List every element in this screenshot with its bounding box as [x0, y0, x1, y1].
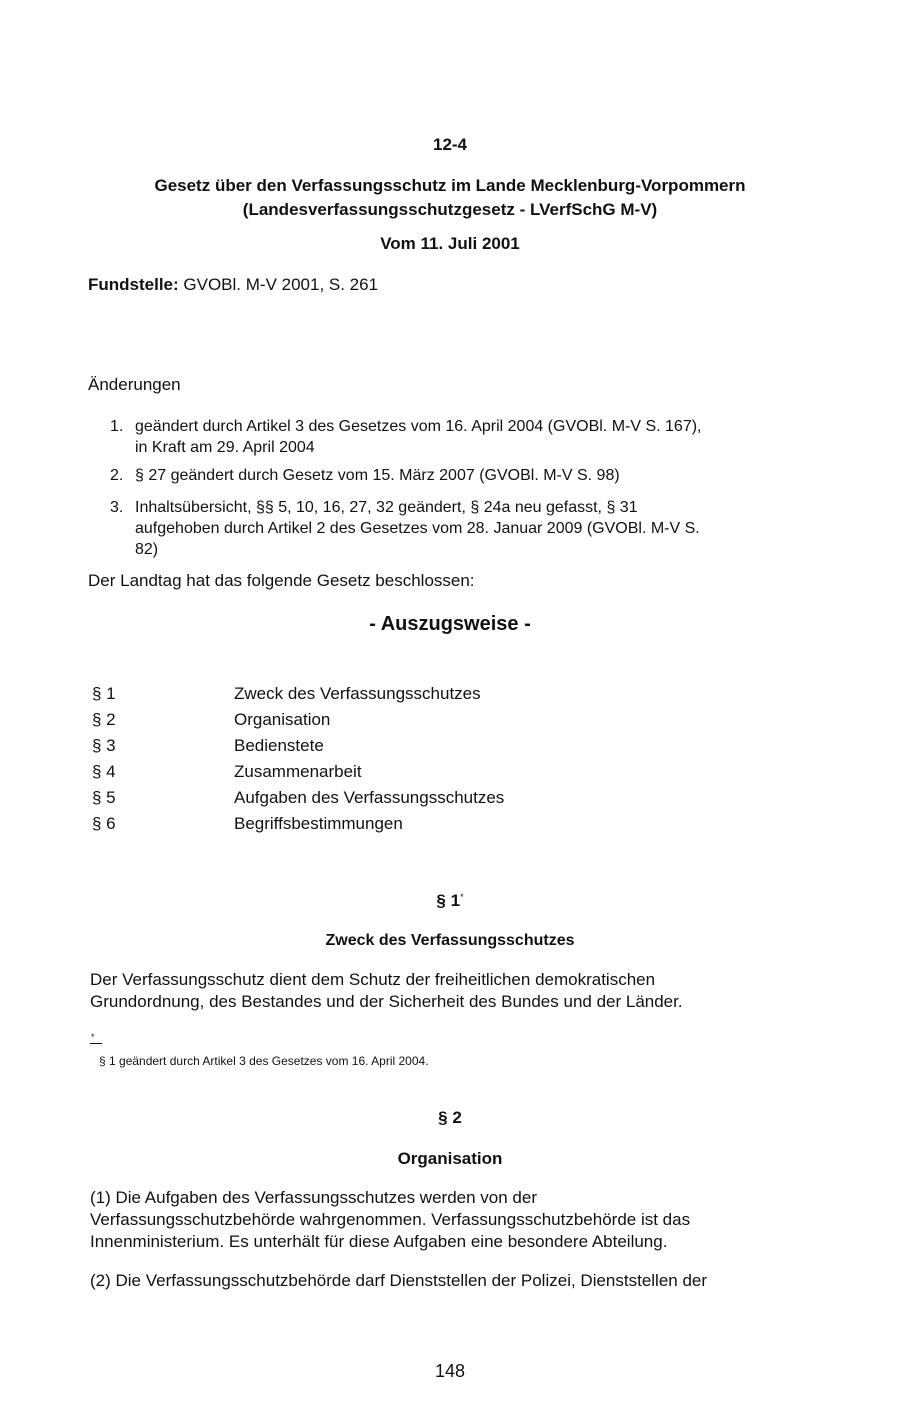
- law-title-line2: (Landesverfassungsschutzgesetz - LVerfSchG M-V): [242, 200, 658, 219]
- section-2-number: § 2: [438, 1108, 462, 1127]
- preamble: Der Landtag hat das folgende Gesetz beschlossen:: [88, 571, 475, 590]
- footnote-text: § 1 geändert durch Artikel 3 des Gesetzes vom 16. April 2004.: [99, 1054, 429, 1068]
- toc-row: [92, 761, 652, 783]
- toc-section-title: Zweck des Verfassungsschutzes: [234, 684, 481, 703]
- toc-row: [92, 709, 652, 731]
- paragraph-line: Verfassungsschutzbehörde wahrgenommen. Verfassungsschutzbehörde ist das: [90, 1210, 691, 1229]
- toc-section-number: § 6: [92, 814, 116, 833]
- paragraph-line: Innenministerium. Es unterhält für diese Aufgaben eine besondere Abteilung.: [90, 1232, 668, 1251]
- amendments-heading: Änderungen: [88, 375, 181, 394]
- fundstelle: [88, 274, 378, 296]
- amendment-line: § 27 geändert durch Gesetz vom 15. März 2007 (GVOBl. M-V S. 98): [135, 467, 620, 484]
- toc-section-title: Aufgaben des Verfassungsschutzes: [234, 788, 505, 807]
- toc-section-title: Organisation: [234, 710, 331, 729]
- toc-row: [92, 735, 652, 757]
- section-1-text: [90, 969, 790, 1013]
- amendment-item: [110, 465, 810, 487]
- amendment-text: [135, 465, 795, 486]
- fundstelle-label: Fundstelle:: [88, 275, 179, 294]
- paragraph-line: Der Verfassungsschutz dient dem Schutz der freiheitlichen demokratischen: [90, 970, 656, 989]
- amendment-number: 3.: [110, 499, 124, 516]
- section-2-paragraph-1: [90, 1187, 790, 1253]
- amendment-number: 1.: [110, 418, 124, 435]
- toc-section-number: § 1: [92, 684, 116, 703]
- footnote-separator: [90, 1043, 102, 1044]
- toc-section-title: Zusammenarbeit: [234, 762, 362, 781]
- amendment-item: [110, 497, 810, 563]
- section-number-text: § 1: [436, 891, 461, 910]
- paragraph-line: Grundordnung, des Bestandes und der Sicherheit des Bundes und der Länder.: [90, 992, 683, 1011]
- paragraph-line: (2) Die Verfassungsschutzbehörde darf Dienststellen der Polizei, Dienststellen der: [90, 1271, 708, 1290]
- toc-row: [92, 813, 652, 835]
- amendment-text: [135, 497, 795, 560]
- section-2-heading: Organisation: [397, 1149, 503, 1168]
- toc-section-title: Bedienstete: [234, 736, 324, 755]
- toc-section-number: § 4: [92, 762, 116, 781]
- amendment-item: [110, 416, 810, 460]
- section-1-number: [0, 890, 900, 912]
- excerpt-label: - Auszugsweise -: [369, 613, 531, 635]
- toc-row: [92, 683, 652, 705]
- table-of-contents: [92, 683, 652, 843]
- law-date: Vom 11. Juli 2001: [380, 234, 520, 253]
- paragraph-line: (1) Die Aufgaben des Verfassungsschutzes werden von der: [90, 1188, 537, 1207]
- amendment-line: aufgehoben durch Artikel 2 des Gesetzes vom 28. Januar 2009 (GVOBl. M-V S.: [135, 520, 700, 537]
- footnote-reference[interactable]: *: [460, 892, 464, 902]
- amendment-line: in Kraft am 29. April 2004: [135, 439, 315, 456]
- toc-section-number: § 2: [92, 710, 116, 729]
- law-title-line1: Gesetz über den Verfassungsschutz im Lande Mecklenburg-Vorpommern: [154, 176, 746, 195]
- amendment-text: [135, 416, 795, 458]
- page-number: 148: [434, 1361, 466, 1381]
- toc-row: [92, 787, 652, 809]
- amendment-line: geändert durch Artikel 3 des Gesetzes vom 16. April 2004 (GVOBl. M-V S. 167),: [135, 418, 702, 435]
- toc-section-number: § 3: [92, 736, 116, 755]
- section-1-heading: Zweck des Verfassungsschutzes: [325, 932, 575, 949]
- toc-section-number: § 5: [92, 788, 116, 807]
- fundstelle-value: GVOBl. M-V 2001, S. 261: [178, 275, 379, 294]
- amendment-number: 2.: [110, 467, 124, 484]
- amendment-line: 82): [135, 541, 159, 558]
- document-number: 12-4: [432, 135, 468, 154]
- section-2-paragraph-2: [90, 1270, 790, 1292]
- amendment-line: Inhaltsübersicht, §§ 5, 10, 16, 27, 32 geändert, § 24a neu gefasst, § 31: [135, 499, 638, 516]
- footnote-mark: *: [91, 1032, 95, 1042]
- toc-section-title: Begriffsbestimmungen: [234, 814, 403, 833]
